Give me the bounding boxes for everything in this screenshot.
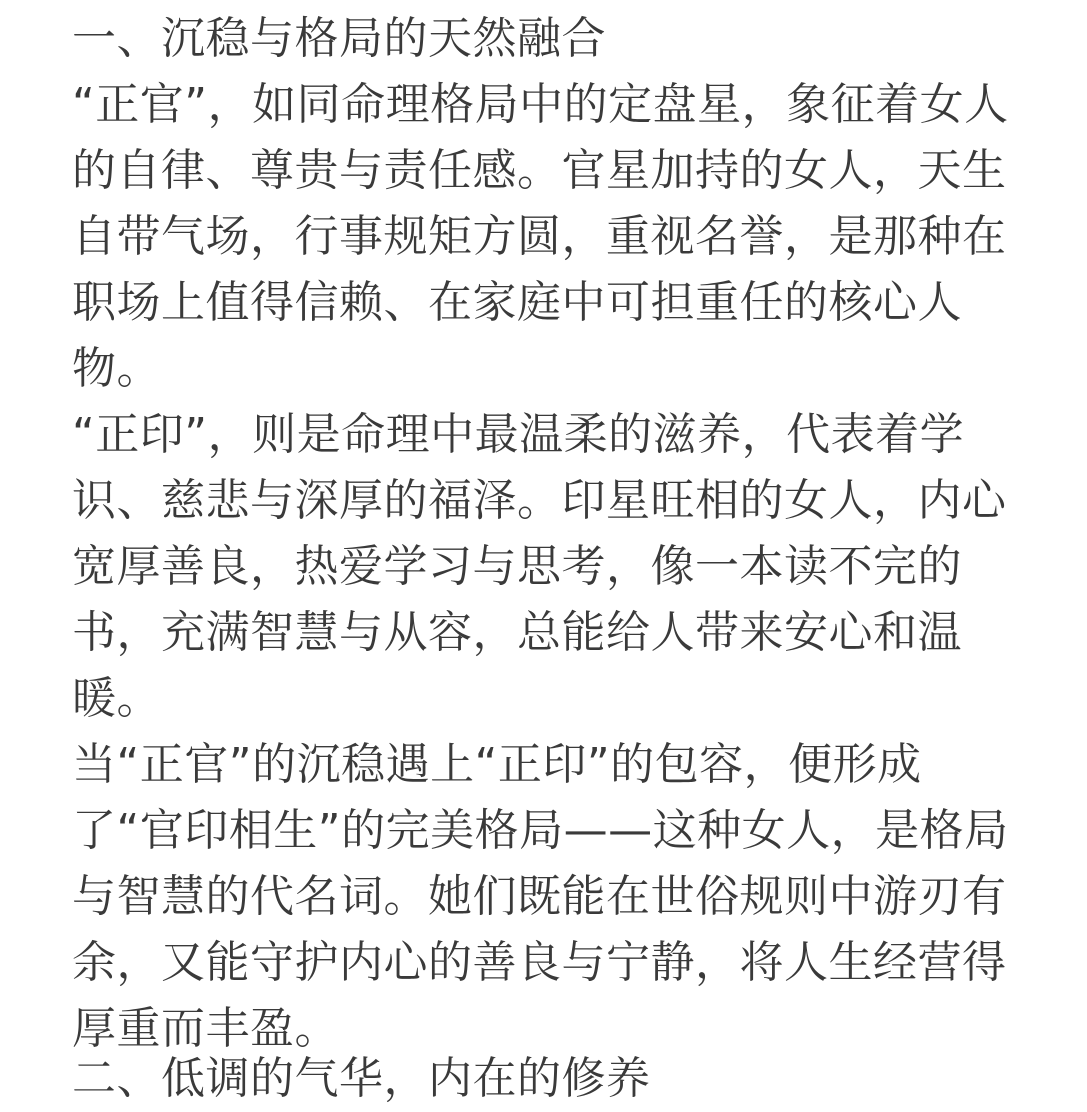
paragraph-zhengguan: “正官”，如同命理格局中的定盘星，象征着女人的自律、尊贵与责任感。官星加持的女人，天生自带气场，行事规矩方圆，重视名誉，是那种在职场上值得信赖、在家庭中可担重任的核心人物。 xyxy=(72,79,1009,394)
paragraph-zhengyin: “正印”，则是命理中最温柔的滋养，代表着学识、慈悲与深厚的福泽。印星旺相的女人，内心宽厚善良，热爱学习与思考，像一本读不完的书，充满智慧与从容，总能给人带来安心和温暖。 xyxy=(72,409,1007,724)
section-heading: 一、沉稳与格局的天然融合 xyxy=(72,13,606,64)
article-body xyxy=(72,6,1012,1062)
paragraph-guanyin-xiangsheng: 当“正官”的沉稳遇上“正印”的包容，便形成了“官印相生”的完美格局——这种女人，是格局与智慧的代名词。她们既能在世俗规则中游刃有余，又能守护内心的善良与宁静，将人生经营得厚重而丰盈。 xyxy=(72,739,1009,1054)
next-section-heading-partial: 二、低调的气华，内在的修养 xyxy=(72,1053,651,1104)
